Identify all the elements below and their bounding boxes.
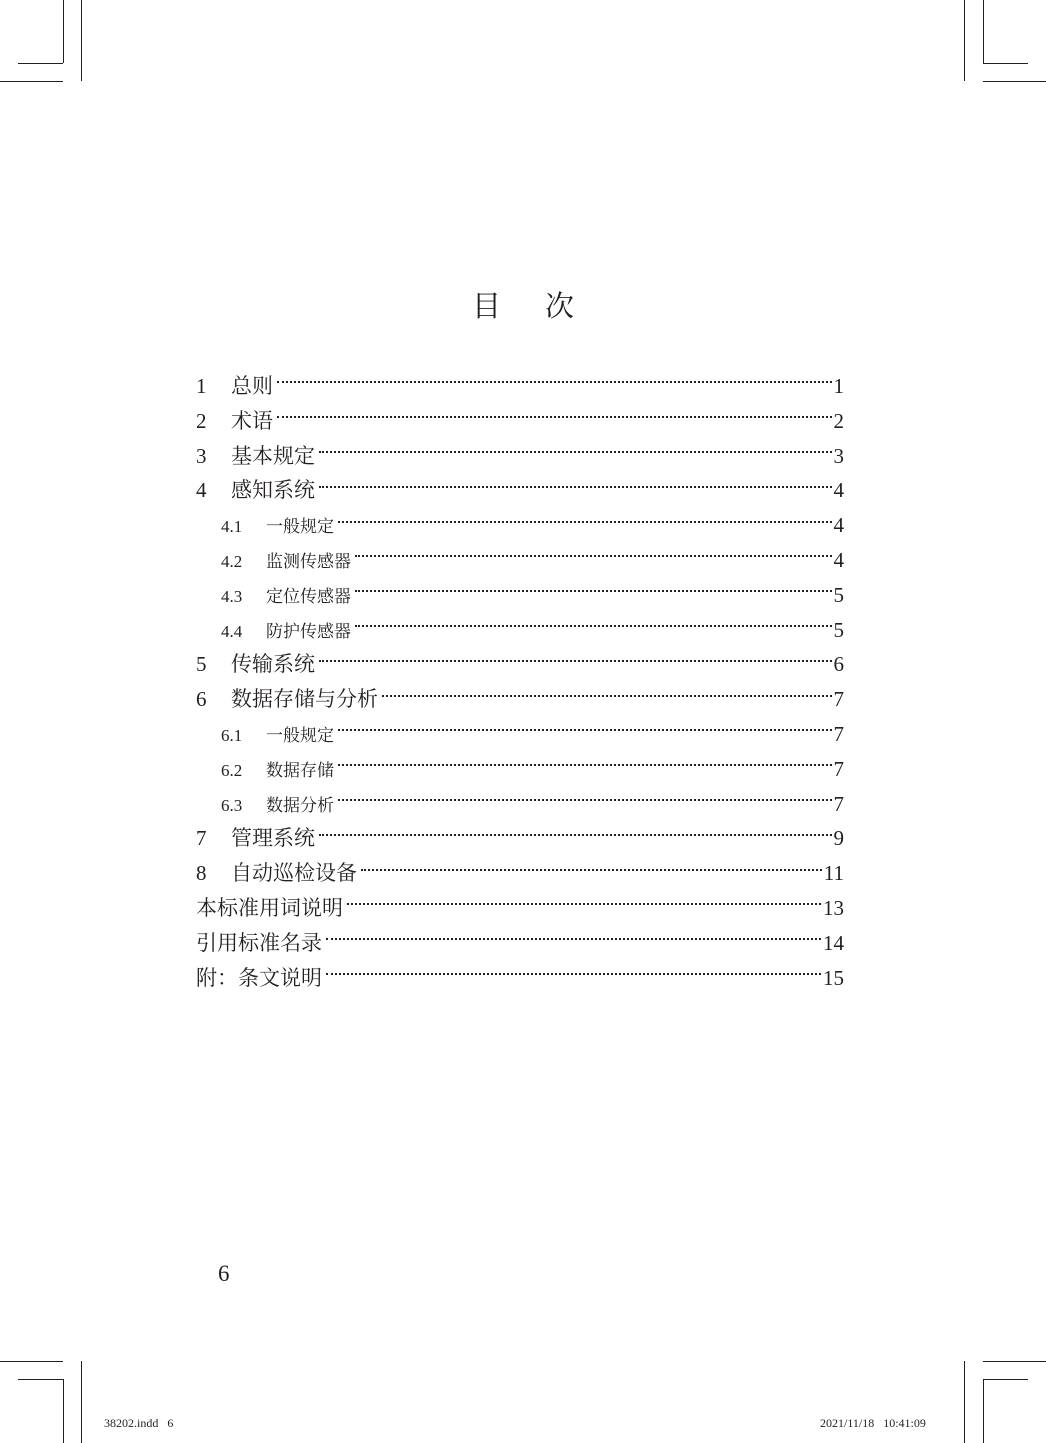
dot-leader [382,695,832,697]
dot-leader [277,381,832,383]
toc-entry-label: 感知系统 [231,478,315,503]
toc-entry-number: 2 [196,408,207,433]
toc-entry-label: 本标准用词说明 [196,895,343,920]
dot-leader [319,834,832,836]
toc-entry-page: 7 [833,721,844,746]
toc-entry[interactable] [196,926,844,961]
toc-entry[interactable] [196,439,844,474]
crop-mark [983,1379,1028,1380]
crop-mark [18,1379,63,1380]
toc-entry-page: 15 [823,965,844,990]
dot-leader [319,451,832,453]
dot-leader [355,625,832,627]
crop-mark [18,63,63,64]
toc-entry[interactable] [196,578,844,613]
toc-entry-label: 传输系统 [231,652,315,677]
toc-entry-page: 2 [833,408,844,433]
toc-entry[interactable] [196,891,844,926]
toc-entry-page: 6 [833,652,844,677]
toc-entry-label: 一般规定 [266,725,334,746]
page-title [0,284,1046,325]
crop-mark [983,1361,1046,1362]
toc-entry-number: 6 [196,687,207,712]
dot-leader [355,590,832,592]
toc-entry[interactable] [196,961,844,996]
toc-entry-number: 4.2 [221,551,243,571]
dot-leader [338,799,832,801]
footer-file: 38202.indd 6 [104,1416,174,1430]
toc-entry-number: 4 [196,478,207,503]
toc-entry-page: 11 [823,861,844,886]
crop-mark [964,1361,965,1443]
toc-entry-page: 7 [833,687,844,712]
crop-mark [983,1379,984,1443]
crop-mark [0,81,63,82]
title-char: 目 [471,289,501,323]
toc-entry[interactable] [196,369,844,404]
dot-leader [319,660,832,662]
toc-entry-page: 7 [833,756,844,781]
toc-entry-label: 管理系统 [231,826,315,851]
toc-entry[interactable] [196,787,844,822]
toc-entry-number: 8 [196,861,207,886]
dot-leader [338,729,832,731]
dot-leader [355,555,832,557]
toc-entry-page: 5 [833,582,844,607]
title-char: 次 [545,289,575,323]
crop-mark [0,1361,63,1362]
dot-leader [326,973,821,975]
crop-mark [81,0,82,81]
footer-timestamp: 2021/11/18 10:41:09 [820,1416,926,1430]
toc-entry[interactable] [196,821,844,856]
toc-entry-number: 4.3 [221,586,243,606]
toc-entry[interactable] [196,717,844,752]
dot-leader [338,521,832,523]
toc-entry[interactable] [196,508,844,543]
toc-entry-number: 6.3 [221,795,243,815]
dot-leader [338,764,832,766]
dot-leader [361,869,822,871]
dot-leader [326,938,821,940]
table-of-contents [196,369,844,995]
toc-entry[interactable] [196,752,844,787]
toc-entry-page: 7 [833,791,844,816]
crop-mark [63,1379,64,1443]
toc-entry-page: 3 [833,443,844,468]
toc-entry[interactable] [196,647,844,682]
toc-entry[interactable] [196,473,844,508]
toc-entry-page: 14 [823,930,844,955]
toc-entry[interactable] [196,682,844,717]
crop-mark [964,0,965,81]
toc-entry-label: 防护传感器 [266,621,351,642]
toc-entry[interactable] [196,404,844,439]
toc-entry-page: 13 [823,895,844,920]
crop-mark [983,81,1046,82]
toc-entry-number: 4.1 [221,517,243,537]
toc-entry-number: 1 [196,374,207,398]
toc-entry-label: 总则 [231,374,273,398]
page-number: 6 [218,1261,230,1286]
toc-entry-label: 数据存储 [266,760,334,781]
toc-entry[interactable] [196,543,844,578]
toc-entry-label: 数据存储与分析 [231,687,378,712]
toc-entry-page: 1 [833,374,844,398]
toc-entry-page: 9 [833,826,844,851]
toc-entry-number: 7 [196,826,207,851]
toc-entry-label: 附：条文说明 [196,965,322,990]
crop-mark [81,1361,82,1443]
toc-entry-number: 6.2 [221,760,243,780]
toc-entry-label: 基本规定 [231,443,315,468]
toc-entry-label: 数据分析 [266,795,334,816]
toc-entry-page: 4 [833,478,844,503]
crop-mark [983,63,1028,64]
toc-entry-number: 3 [196,443,207,468]
toc-entry-label: 定位传感器 [266,586,351,607]
toc-entry-page: 4 [833,547,844,572]
toc-entry-label: 自动巡检设备 [231,861,357,886]
toc-entry-number: 4.4 [221,621,243,641]
toc-entry[interactable] [196,856,844,891]
crop-mark [63,0,64,63]
toc-entry-label: 一般规定 [266,517,334,538]
toc-entry-label: 引用标准名录 [196,930,322,955]
dot-leader [347,903,821,905]
toc-entry-label: 术语 [231,408,273,433]
toc-entry-label: 监测传感器 [266,551,351,572]
dot-leader [277,416,832,418]
toc-entry-number: 5 [196,652,207,677]
toc-entry-number: 6.1 [221,725,243,745]
crop-mark [983,0,984,63]
dot-leader [319,486,832,488]
toc-entry-page: 4 [833,513,844,538]
toc-entry-page: 5 [833,617,844,642]
toc-entry[interactable] [196,613,844,648]
